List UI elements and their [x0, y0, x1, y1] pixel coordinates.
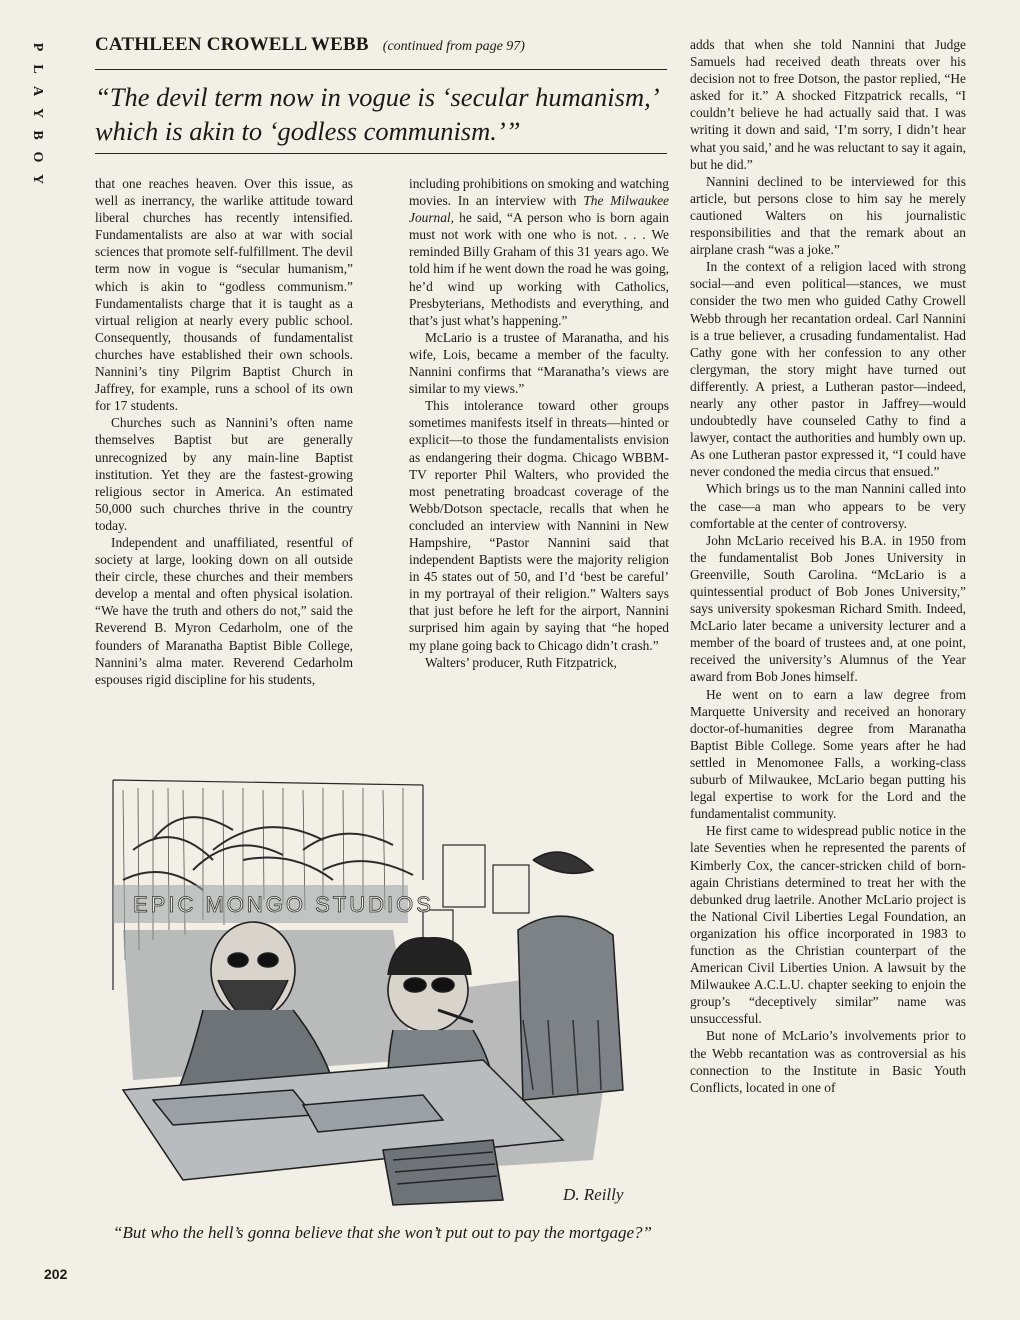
paragraph: Independent and unaffiliated, resentful of society at large, looking down on all outside their circle, these churches and their members develop a mental and often physical isolation. “We have the truth and others do not,” said the Reverend B. Myron Cedarholm, one of the founders of Maranatha Baptist Bible College, Nannini’s alma mater. Reverend Cedarholm espouses rigid discipline for his students, — [95, 534, 353, 687]
article-header — [95, 34, 665, 60]
paragraph: that one reaches heaven. Over this issue, as well as inerrancy, the warlike attitude toward liberal churches has recently intensified. Fundamentalists are also at war with social sciences that promote self-fulfillment. The devil term now in vogue is “secular humanism,” which is akin to “godless communism.” Fundamentalists charge that it is taught as a virtual religion at nearly every public school. Consequently, thousands of fundamentalist churches have established their own schools. Nannini’s tiny Pilgrim Baptist Church in Jaffrey, for example, runs a school of its own for 17 students. — [95, 176, 353, 414]
text-run: , he said, “A person who is born again must not work with one who is not. . . . We reminded Billy Graham of this 31 years ago. We told him if he went down the road he was going, he’d wind up working with Catholics, Presbyterians, Methodists and everything, and that’s just what’s happening.” — [409, 210, 669, 328]
masthead-letter: P — [30, 42, 45, 52]
publication-title: The Milwaukee Journal — [409, 193, 670, 226]
continued-note: (continued from page 97) — [382, 39, 525, 54]
text-run: including prohibitions on smoking and watching movies. In an interview with — [409, 176, 669, 209]
cartoonist-signature: D. Reilly — [563, 1185, 624, 1204]
pull-quote-bottom-rule — [95, 153, 667, 154]
author-byline: CATHLEEN CROWELL WEBB — [95, 34, 369, 55]
masthead-letter: Y — [30, 173, 45, 185]
column-1 — [95, 175, 353, 688]
pull-quote: “The devil term now in vogue is ‘secular humanism,’ which is akin to ‘godless communism.’” — [95, 82, 657, 146]
paragraph: Nannini declined to be interviewed for this article, but persons close to him say he merely cautioned Walters on his journalistic responsibilities and that the remark about an airplane crash “was a joke.” — [690, 173, 966, 258]
masthead-letter: Y — [30, 107, 45, 119]
studio-sign-text: EPIC MONGO STUDIOS — [133, 892, 434, 917]
paragraph: Churches such as Nannini’s often name themselves Baptist but are generally unrecognized by any main-line Baptist institution. Yet they are the fastest-growing religious sector in America. An estimated 50,000 such churches thrive in the country today. — [95, 415, 353, 533]
paragraph: Which brings us to the man Nannini called into the case—a man who appears to be very comfortable at the center of controversy. — [690, 481, 966, 531]
paragraph: He went on to earn a law degree from Marquette University and received an honorary doctor-of-humanities degree from Maranatha Baptist Bible College. Some years after he had settled in Menomonee Falls, a working-class suburb of Milwaukee, McLario began putting his legal expertise to work for the Lord and the fundamentalist community. — [690, 686, 966, 822]
masthead-letter: O — [30, 151, 45, 163]
column-3 — [690, 36, 966, 1096]
paragraph: adds that when she told Nannini that Judge Samuels had received death threats over his decision not to free Dotson, the pastor replied, “He asked for it.” A shocked Fitzpatrick recalls, “I couldn’t believe he had actually said that. I was writing it down and said, ‘I’m sorry, I didn’t hear what you said,’ and he was reluctant to say it again, but he did.” — [690, 37, 966, 172]
paragraph: In the context of a religion laced with strong social—and even political—stances, we must consider the two men who guided Cathy Crowell Webb through her recantation ordeal. Carl Nannini is a true believer, a crusading fundamentalist. Had Cathy gone with her confession to any other clergyman, the story might have turned out differently. A priest, a Lutheran pastor—indeed, nearly any other pastor in Jaffrey—would undoubtedly have counseled Cathy to find a lawyer, contact the authorities and humbly own up. As one Lutheran pastor expressed it, “I could have never condoned the media circus that ensued.” — [690, 259, 966, 480]
pull-quote-top-rule — [95, 69, 667, 70]
paragraph: John McLario received his B.A. in 1950 from the fundamentalist Bob Jones University in Greenville, South Carolina. “McLario is a quintessential product of Bob Jones University,” says university spokesman Richard Smith. Indeed, McLario later became a university lecturer and a member of the board of trustees and, at one point, received the university’s Alumnus of the Year award from Bob Jones himself. — [690, 532, 966, 685]
paragraph: This intolerance toward other groups sometimes manifests itself in threats—hinted or explicit—to those the fundamentalists envision as endangering their dogma. Chicago WBBM-TV reporter Phil Walters, who provided the most penetrating broadcast coverage of the Webb/Dotson spectacle, recalls that when he concluded an interview with Nannini in New Hampshire, “Pastor Nannini said that independent Baptists were the majority religion in 45 states out of 50, and I’d ‘best be careful’ in my portrayal of their religion.” Walters says that just before he left for the airport, Nannini surprised him again by saying that “he hoped my plane going back to Chicago didn’t crash.” — [409, 398, 669, 653]
cartoon-caption: “But who the hell’s gonna believe that she won’t put out to pay the mortgage?” — [113, 1223, 652, 1242]
standing-man-figure — [518, 852, 623, 1100]
paragraph: He first came to widespread public notice in the late Seventies when he represented the parents of Kimberly Cox, the cancer-stricken child of born-again Christians determined to treat her with the debunked drug laetrile. Another McLario project is the National Civil Liberties Legal Foundation, an organization his office incorporated in 1983 to function as the Christian counterpart of the American Civil Liberties Union. A lawsuit by the Milwaukee A.C.L.U. chapter seeking to enjoin the group’s “deceptively similar” name was unsuccessful. — [690, 823, 966, 1027]
paragraph: Walters’ producer, Ruth Fitzpatrick, — [425, 654, 617, 670]
magazine-masthead-vertical — [30, 36, 44, 190]
masthead-letter: A — [30, 85, 45, 97]
paragraph: But none of McLario’s involvements prior to the Webb recantation was as controversial as his connection to the Institute in Basic Youth Conflicts, located in one of — [690, 1028, 966, 1095]
cartoon-drawing — [93, 760, 671, 1215]
page-number: 202 — [44, 1266, 68, 1282]
cartoon-illustration — [93, 760, 671, 1215]
column-2 — [409, 175, 669, 671]
paragraph: McLario is a trustee of Maranatha, and his wife, Lois, became a member of the faculty. Nannini confirms that “Maranatha’s views are similar to my views.” — [409, 329, 669, 397]
masthead-letter: L — [30, 64, 45, 74]
paragraph — [409, 175, 669, 329]
masthead-letter: B — [30, 130, 45, 140]
